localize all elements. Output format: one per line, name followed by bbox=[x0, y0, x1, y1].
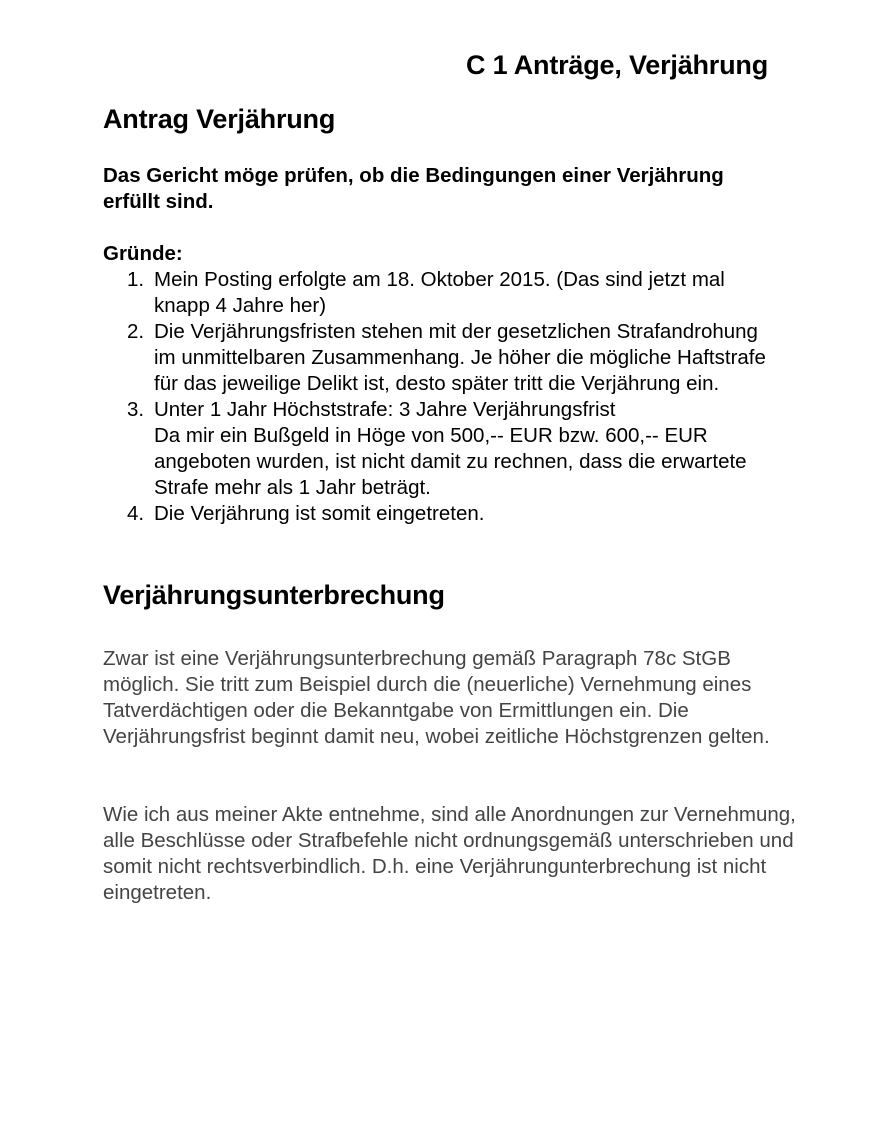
grounds-label: Gründe: bbox=[103, 242, 183, 265]
list-item-text: Unter 1 Jahr Höchststrafe: 3 Jahre Verjährungsfrist bbox=[154, 398, 616, 421]
paragraph: Wie ich aus meiner Akte entnehme, sind alle Anordnungen zur Vernehmung, alle Beschlüsse oder Strafbefehle nicht ordnungsgemäß unterschrieben und somit nicht rechtsverbindlich. D.h. eine Verjährungunterbrechung ist nicht eingetreten. bbox=[103, 803, 796, 904]
list-item-text: Die Verjährungsfristen stehen mit der gesetzlichen Strafandrohung im unmittelbaren Zusammenhang. Je höher die mögliche Haftstrafe für das jeweilige Delikt ist, desto später tritt die Verjährung ein. bbox=[154, 320, 766, 395]
request-text: Das Gericht möge prüfen, ob die Bedingungen einer Verjährung erfüllt sind. bbox=[103, 164, 724, 213]
grounds-list bbox=[103, 267, 783, 527]
page-header-title: C 1 Anträge, Verjährung bbox=[466, 50, 768, 80]
paragraph: Zwar ist eine Verjährungsunterbrechung gemäß Paragraph 78c StGB möglich. Sie tritt zum Beispiel durch die (neuerliche) Vernehmung eines Tatverdächtigen oder die Bekanntgabe von Ermittlungen ein. Die Verjährungsfrist beginnt damit neu, wobei zeitliche Höchstgrenzen gelten. bbox=[103, 647, 770, 748]
list-number: 4. bbox=[127, 502, 145, 525]
list-item bbox=[103, 267, 783, 319]
list-item-text: Mein Posting erfolgte am 18. Oktober 2015. (Das sind jetzt mal knapp 4 Jahre her) bbox=[154, 268, 725, 317]
list-number: 1. bbox=[127, 268, 145, 291]
list-item bbox=[103, 319, 783, 397]
list-number: 3. bbox=[127, 398, 145, 421]
list-item bbox=[103, 501, 783, 527]
list-item bbox=[103, 397, 783, 501]
section-heading-antrag: Antrag Verjährung bbox=[103, 104, 336, 134]
list-item-text: Die Verjährung ist somit eingetreten. bbox=[154, 502, 485, 525]
section-heading-unterbrechung: Verjährungsunterbrechung bbox=[103, 580, 445, 610]
list-item-text: Da mir ein Bußgeld in Höge von 500,-- EUR bzw. 600,-- EUR angeboten wurden, ist nicht damit zu rechnen, dass die erwartete Strafe mehr als 1 Jahr beträgt. bbox=[154, 424, 747, 499]
list-number: 2. bbox=[127, 320, 145, 343]
